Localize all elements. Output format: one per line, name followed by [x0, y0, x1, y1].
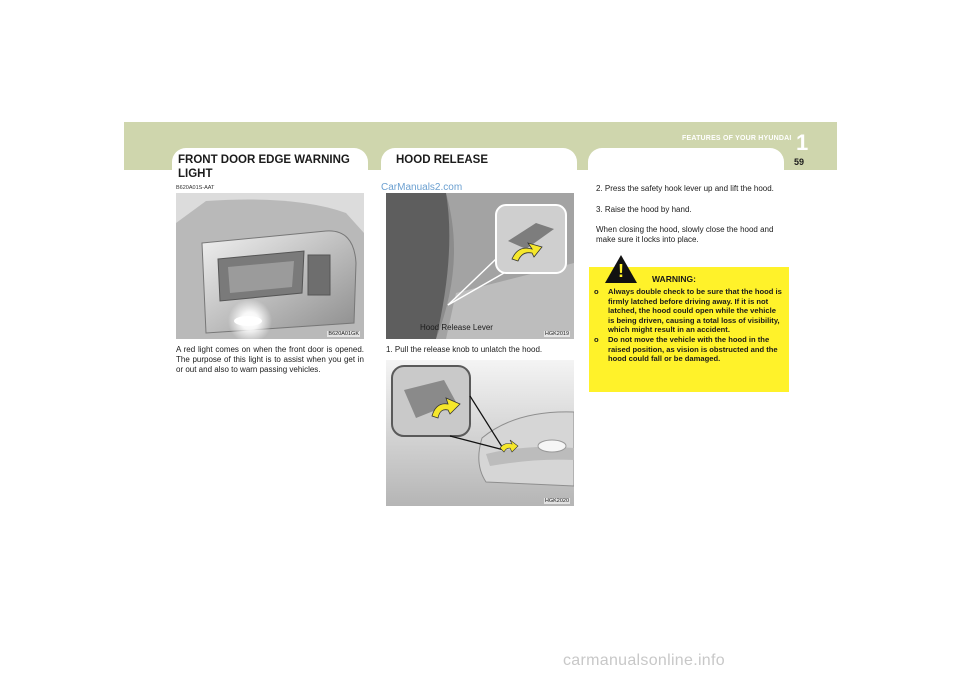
figure-code: HGK2019: [544, 331, 569, 337]
warning-list: [594, 287, 784, 364]
chapter-title: FEATURES OF YOUR HYUNDAI: [682, 135, 792, 142]
section-title-hood-release: HOOD RELEASE: [396, 154, 489, 166]
hood-step-1: 1. Pull the release knob to unlatch the hood.: [386, 345, 543, 354]
hood-closing-note: When closing the hood, slowly close the hood and make sure it locks into place.: [596, 225, 774, 245]
warning-item-text: Do not move the vehicle with the hood in the raised position, as vision is obstructed and the hood could fall or be damaged.: [608, 334, 778, 364]
figure-label: Hood Release Lever: [420, 323, 493, 332]
door-light-description: A red light comes on when the front door is opened. The purpose of this light is to assist when you get in or out and also to warn passing vehicles.: [176, 345, 364, 375]
car-front-illustration: [386, 360, 574, 506]
hood-knob-figure: [386, 360, 574, 506]
chapter-number: 1: [796, 130, 809, 155]
figure-code: B620A01GK: [328, 331, 359, 337]
warning-item: [594, 287, 784, 335]
warning-item-text: Always double check to be sure that the hood is firmly latched before driving away. If it is not latched, the hood could open while the vehicle is being driven, causing a total loss of visibility, which might result in an accident.: [608, 287, 782, 335]
door-illustration: [176, 193, 364, 339]
hood-step-2: 2. Press the safety hook lever up and lift the hood.: [596, 184, 774, 193]
hood-lever-figure: [386, 193, 574, 339]
section-tab-right: [588, 148, 784, 174]
section-code: B620A01S-AAT: [176, 185, 215, 191]
figure-code: HGK2020: [544, 498, 569, 504]
watermark: CarManuals2.com: [381, 182, 463, 193]
hood-lever-illustration: [386, 193, 574, 339]
section-title-door-light: FRONT DOOR EDGE WARNING LIGHT: [178, 154, 350, 180]
footer-site-mark: carmanualsonline.info: [563, 652, 725, 669]
bullet: o: [594, 287, 599, 296]
warning-title: WARNING:: [652, 274, 696, 284]
page-number: 59: [794, 157, 805, 167]
hood-step-3: 3. Raise the hood by hand.: [596, 205, 692, 214]
door-figure: [176, 193, 364, 339]
warning-item: [594, 335, 784, 364]
bullet: o: [594, 334, 599, 344]
exclamation-icon: !: [618, 261, 624, 281]
